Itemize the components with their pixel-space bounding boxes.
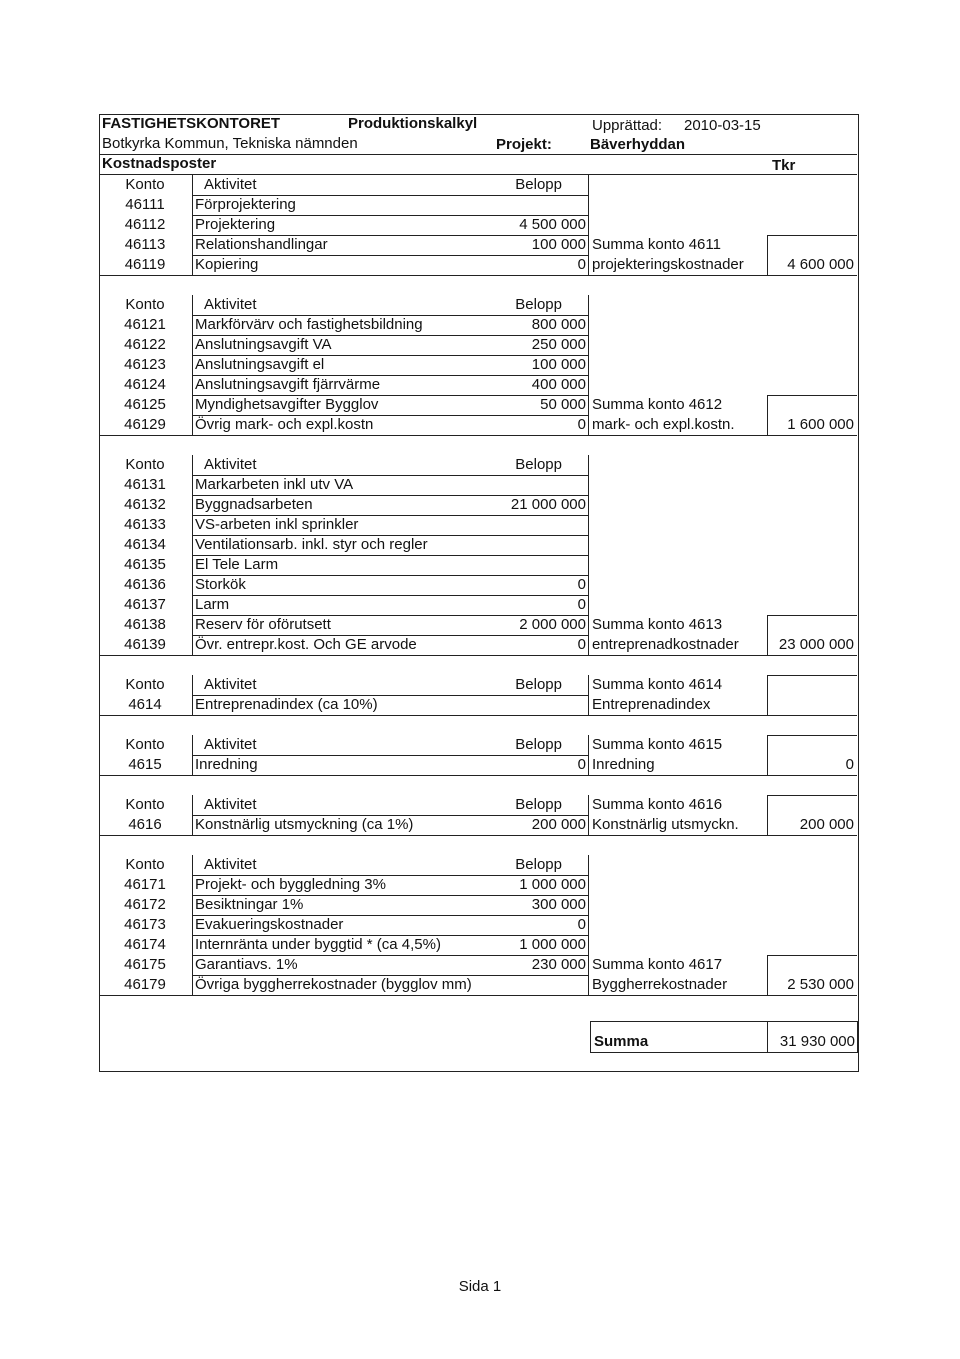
belopp-header: Belopp <box>515 856 562 873</box>
summary-label: Summa konto 4616 <box>592 796 723 813</box>
summary-total: 200 000 <box>799 816 854 833</box>
konto-cell: 46129 <box>124 416 166 433</box>
summary-label: Summa konto 4613 <box>592 616 723 633</box>
summary-box-left <box>767 675 768 715</box>
aktivitet-cell: Myndighetsavgifter Bygglov <box>195 396 379 413</box>
summary-box-top <box>767 675 857 676</box>
belopp-cell: 0 <box>577 756 586 773</box>
belopp-header: Belopp <box>515 176 562 193</box>
aktivitet-header: Aktivitet <box>204 796 257 813</box>
belopp-cell: 800 000 <box>531 316 586 333</box>
summary-box-top <box>767 615 857 616</box>
group-bottom-line <box>100 275 857 276</box>
summary-box-top <box>767 735 857 736</box>
aktivitet-cell: Storkök <box>195 576 246 593</box>
belopp-cell: 4 500 000 <box>519 216 586 233</box>
aktivitet-cell: Förprojektering <box>195 196 296 213</box>
belopp-header: Belopp <box>515 736 562 753</box>
belopp-cell: 100 000 <box>531 356 586 373</box>
document-type: Produktionskalkyl <box>348 115 478 132</box>
summary-box-top <box>767 955 857 956</box>
belopp-cell: 230 000 <box>531 956 586 973</box>
konto-cell: 4616 <box>128 816 162 833</box>
belopp-column-line <box>588 175 589 275</box>
aktivitet-cell: Internränta under byggtid * (ca 4,5%) <box>195 936 441 953</box>
aktivitet-column-line <box>192 295 193 435</box>
aktivitet-column-line <box>192 455 193 655</box>
cost-group <box>100 795 857 835</box>
aktivitet-cell: VS-arbeten inkl sprinkler <box>195 516 359 533</box>
cost-group <box>100 675 857 715</box>
summary-total: 2 530 000 <box>787 976 854 993</box>
belopp-column-line <box>588 675 589 715</box>
aktivitet-header: Aktivitet <box>204 856 257 873</box>
belopp-column-line <box>588 735 589 775</box>
cost-group <box>100 455 857 655</box>
konto-cell: 46135 <box>124 556 166 573</box>
group-bottom-line <box>100 835 857 836</box>
summary-label: Summa konto 4611 <box>592 236 721 253</box>
konto-cell: 46125 <box>124 396 166 413</box>
aktivitet-header: Aktivitet <box>204 736 257 753</box>
cost-group <box>100 735 857 775</box>
belopp-header: Belopp <box>515 296 562 313</box>
konto-cell: 46173 <box>124 916 166 933</box>
konto-cell: 46123 <box>124 356 166 373</box>
summary-total: 23 000 000 <box>778 636 854 653</box>
aktivitet-cell: Entreprenadindex (ca 10%) <box>195 696 378 713</box>
aktivitet-column-line <box>192 175 193 275</box>
aktivitet-cell: Besiktningar 1% <box>195 896 304 913</box>
summary-label: Summa konto 4614 <box>592 676 723 693</box>
belopp-column-line <box>588 795 589 835</box>
aktivitet-header: Aktivitet <box>204 456 257 473</box>
konto-cell: 46175 <box>124 956 166 973</box>
belopp-cell: 1 000 000 <box>519 876 586 893</box>
group-bottom-line <box>100 655 857 656</box>
belopp-cell: 300 000 <box>531 896 586 913</box>
aktivitet-cell: Övriga byggherrekostnader (bygglov mm) <box>195 976 472 993</box>
belopp-cell: 0 <box>577 256 586 273</box>
aktivitet-cell: Projektering <box>195 216 276 233</box>
aktivitet-cell: Garantiavs. 1% <box>195 956 298 973</box>
aktivitet-column-line <box>192 675 193 715</box>
grand-total-label: Summa <box>594 1033 649 1050</box>
unit-label: Tkr <box>772 157 796 174</box>
konto-cell: 46111 <box>125 196 165 213</box>
aktivitet-cell: Larm <box>195 596 230 613</box>
konto-header: Konto <box>125 176 165 193</box>
belopp-column-line <box>588 295 589 435</box>
konto-cell: 46124 <box>124 376 166 393</box>
cost-group <box>100 295 857 435</box>
aktivitet-cell: Kopiering <box>195 256 259 273</box>
summary-total: 0 <box>845 756 854 773</box>
belopp-cell: 0 <box>577 636 586 653</box>
grand-total-value: 31 930 000 <box>779 1033 855 1050</box>
konto-cell: 46172 <box>124 896 166 913</box>
belopp-header: Belopp <box>515 796 562 813</box>
summary-sublabel: Entreprenadindex <box>592 696 711 713</box>
aktivitet-cell: Relationshandlingar <box>195 236 328 253</box>
belopp-cell: 200 000 <box>531 816 586 833</box>
konto-cell: 46119 <box>124 256 166 273</box>
cost-group <box>100 175 857 275</box>
belopp-cell: 0 <box>577 916 586 933</box>
belopp-cell: 21 000 000 <box>510 496 586 513</box>
konto-cell: 4615 <box>128 756 162 773</box>
konto-cell: 46113 <box>124 236 166 253</box>
aktivitet-cell: Övr. entrepr.kost. Och GE arvode <box>195 636 417 653</box>
summary-sublabel: Konstnärlig utsmyckn. <box>592 816 739 833</box>
summary-label: Summa konto 4617 <box>592 956 723 973</box>
summary-sublabel: projekteringskostnader <box>592 256 744 273</box>
aktivitet-cell: Anslutningsavgift fjärrvärme <box>195 376 381 393</box>
aktivitet-column-line <box>192 855 193 995</box>
aktivitet-cell: Reserv för oförutsett <box>195 616 331 633</box>
konto-cell: 4614 <box>128 696 162 713</box>
created-label: Upprättad: <box>592 117 663 134</box>
aktivitet-header: Aktivitet <box>204 676 257 693</box>
aktivitet-cell: Evakueringskostnader <box>195 916 344 933</box>
aktivitet-cell: Konstnärlig utsmyckning (ca 1%) <box>195 816 414 833</box>
group-bottom-line <box>100 715 857 716</box>
aktivitet-cell: El Tele Larm <box>195 556 279 573</box>
konto-cell: 46132 <box>124 496 166 513</box>
belopp-cell: 0 <box>577 596 586 613</box>
group-bottom-line <box>100 775 857 776</box>
konto-cell: 46171 <box>124 876 166 893</box>
aktivitet-cell: Inredning <box>195 756 258 773</box>
konto-cell: 46139 <box>124 636 166 653</box>
aktivitet-cell: Markförvärv och fastighetsbildning <box>195 316 423 333</box>
org-name: FASTIGHETSKONTORET <box>102 115 281 132</box>
konto-cell: 46122 <box>124 336 166 353</box>
konto-cell: 46179 <box>124 976 166 993</box>
konto-cell: 46174 <box>124 936 166 953</box>
belopp-cell: 0 <box>577 416 586 433</box>
belopp-header: Belopp <box>515 456 562 473</box>
belopp-cell: 0 <box>577 576 586 593</box>
client-name: Botkyrka Kommun, Tekniska nämnden <box>102 135 358 152</box>
konto-cell: 46112 <box>124 216 166 233</box>
aktivitet-header: Aktivitet <box>204 296 257 313</box>
konto-cell: 46137 <box>124 596 166 613</box>
konto-cell: 46138 <box>124 616 166 633</box>
aktivitet-cell: Övrig mark- och expl.kostn <box>195 416 374 433</box>
section-title: Kostnadsposter <box>102 155 217 172</box>
aktivitet-cell: Anslutningsavgift el <box>195 356 325 373</box>
konto-cell: 46133 <box>124 516 166 533</box>
aktivitet-cell: Anslutningsavgift VA <box>195 336 332 353</box>
konto-header: Konto <box>125 736 165 753</box>
belopp-header: Belopp <box>515 676 562 693</box>
belopp-cell: 400 000 <box>531 376 586 393</box>
summary-label: Summa konto 4615 <box>592 736 723 753</box>
page-number: Sida 1 <box>458 1278 502 1295</box>
group-bottom-line <box>100 435 857 436</box>
project-name: Bäverhyddan <box>590 136 686 153</box>
summary-total: 4 600 000 <box>787 256 854 273</box>
summary-total: 1 600 000 <box>787 416 854 433</box>
belopp-cell: 250 000 <box>531 336 586 353</box>
group-bottom-line <box>100 995 857 996</box>
konto-header: Konto <box>125 796 165 813</box>
konto-header: Konto <box>125 856 165 873</box>
belopp-cell: 2 000 000 <box>519 616 586 633</box>
summary-sublabel: mark- och expl.kostn. <box>592 416 735 433</box>
aktivitet-header: Aktivitet <box>204 176 257 193</box>
konto-header: Konto <box>125 456 165 473</box>
aktivitet-cell: Markarbeten inkl utv VA <box>195 476 354 493</box>
konto-cell: 46131 <box>124 476 166 493</box>
konto-cell: 46136 <box>124 576 166 593</box>
summary-sublabel: Inredning <box>592 756 655 773</box>
summary-box-top <box>767 395 857 396</box>
summary-sublabel: Byggherrekostnader <box>592 976 728 993</box>
cost-sheet <box>99 114 859 1072</box>
project-label: Projekt: <box>496 136 552 153</box>
aktivitet-cell: Byggnadsarbeten <box>195 496 313 513</box>
aktivitet-cell: Ventilationsarb. inkl. styr och regler <box>195 536 428 553</box>
summary-box-top <box>767 235 857 236</box>
konto-cell: 46134 <box>124 536 166 553</box>
belopp-column-line <box>588 455 589 655</box>
aktivitet-cell: Projekt- och byggledning 3% <box>195 876 386 893</box>
konto-header: Konto <box>125 676 165 693</box>
summary-label: Summa konto 4612 <box>592 396 723 413</box>
summary-sublabel: entreprenadkostnader <box>592 636 739 653</box>
summary-box-top <box>767 795 857 796</box>
created-date: 2010-03-15 <box>684 117 761 134</box>
aktivitet-column-line <box>192 795 193 835</box>
belopp-cell: 50 000 <box>540 396 586 413</box>
belopp-cell: 100 000 <box>531 236 586 253</box>
cost-group <box>100 855 857 995</box>
belopp-cell: 1 000 000 <box>519 936 586 953</box>
aktivitet-column-line <box>192 735 193 775</box>
konto-cell: 46121 <box>124 316 166 333</box>
konto-header: Konto <box>125 296 165 313</box>
belopp-column-line <box>588 855 589 995</box>
